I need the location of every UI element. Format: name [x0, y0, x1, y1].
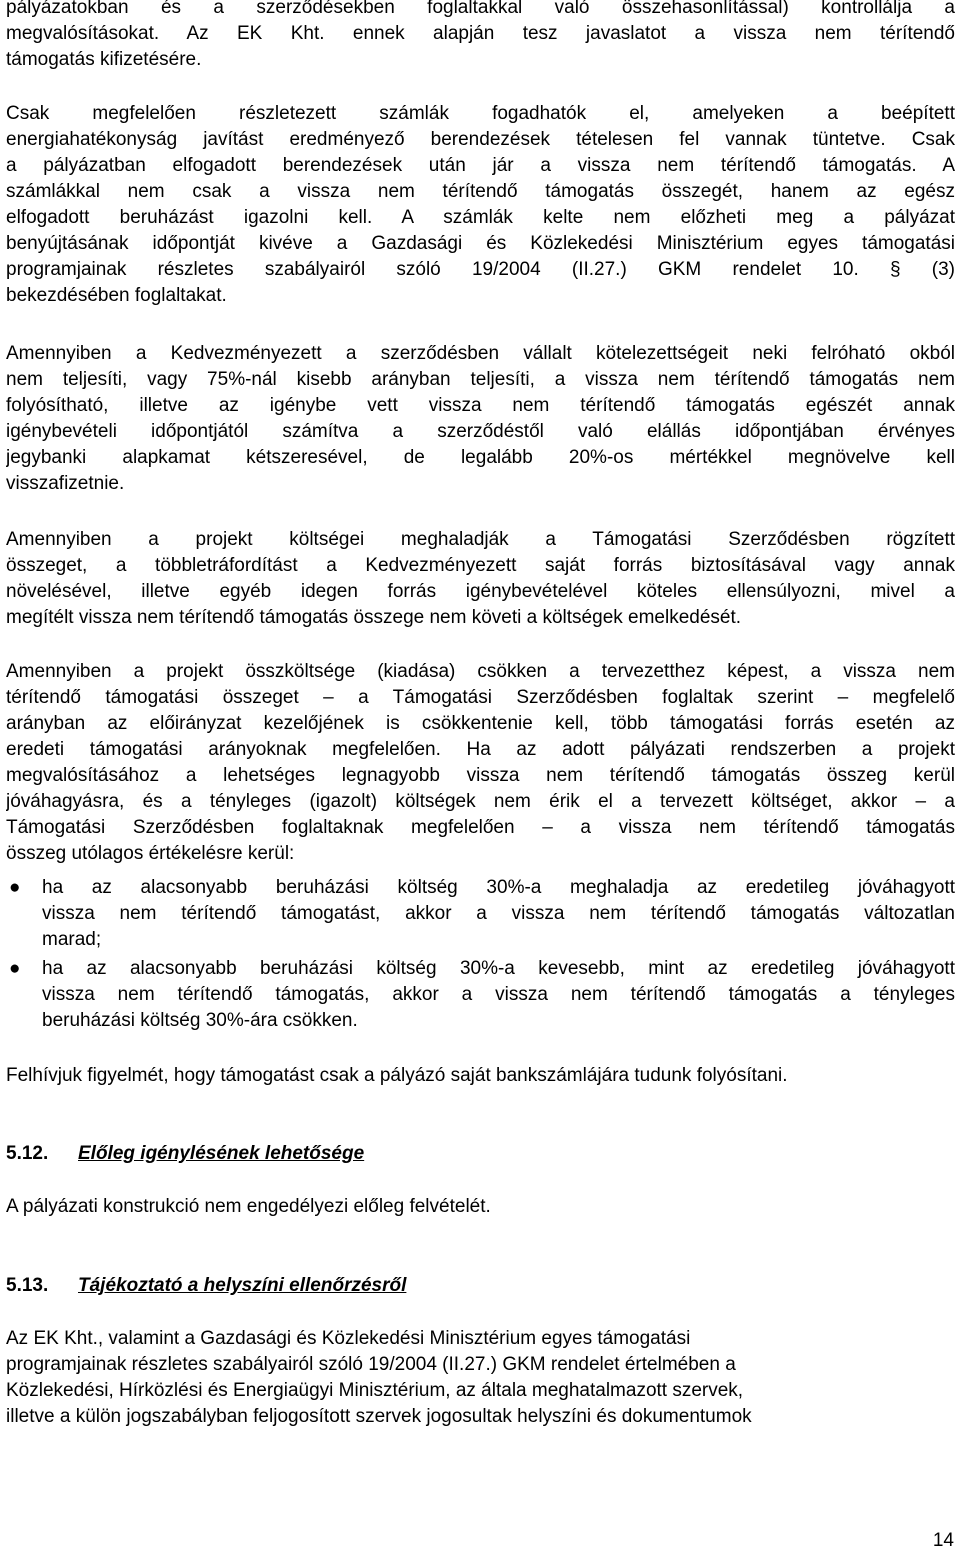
section-title: Tájékoztató a helyszíni ellenőrzésről	[78, 1275, 407, 1296]
text-line: jegybanki alapkamat kétszeresével, de legalább 20%-os mértékkel megnövelve kell	[6, 447, 955, 468]
text-line: megvalósításokat. Az EK Kht. ennek alapján tesz javaslatot a vissza nem térítendő	[6, 23, 955, 44]
text-line: számlákkal nem csak a vissza nem térítendő támogatás összegét, hanem az egész	[6, 181, 955, 202]
section-title: Előleg igénylésének lehetősége	[78, 1143, 365, 1164]
text-line: összeg utólagos értékelésre kerül:	[6, 843, 295, 864]
text-line: Amennyiben a projekt költségei meghaladják a Támogatási Szerződésben rögzített	[6, 529, 955, 550]
text-line: támogatás kifizetésére.	[6, 49, 202, 70]
text-line: programjainak részletes szabályairól szóló 19/2004 (II.27.) GKM rendelet 10. § (3)	[6, 259, 955, 280]
text-line: energiahatékonyság javítást eredményező berendezések tételesen fel vannak tüntetve. Csak	[6, 129, 955, 150]
text-line: Közlekedési, Hírközlési és Energiaügyi Minisztérium, az általa meghatalmazott szervek,	[6, 1380, 744, 1401]
text-line: arányban az előirányzat kezelőjének is csökkentenie kell, több támogatási forrás esetén az	[6, 713, 955, 734]
text-line: vissza nem térítendő támogatást, akkor a vissza nem térítendő támogatás változatlan	[42, 903, 955, 924]
text-line: visszafizetnie.	[6, 473, 125, 494]
section-number: 5.13.	[6, 1275, 49, 1296]
text-line: A pályázati konstrukció nem engedélyezi előleg felvételét.	[6, 1196, 491, 1217]
text-line: nem teljesíti, vagy 75%-nál kisebb arányban teljesíti, a vissza nem térítendő támogatás nem	[6, 369, 955, 390]
text-line: Amennyiben a projekt összköltsége (kiadása) csökken a tervezetthez képest, a vissza nem	[6, 661, 955, 682]
list-item	[6, 875, 955, 953]
section-heading-5-13	[6, 1273, 406, 1299]
text-line: ha az alacsonyabb beruházási költség 30%-a meghaladja az eredetileg jóváhagyott	[42, 877, 955, 898]
text-line: beruházási költség 30%-ára csökken.	[42, 1010, 358, 1031]
paragraph-invoices	[6, 101, 955, 309]
text-line: Támogatási Szerződésben foglaltaknak megfelelően – a vissza nem térítendő támogatás	[6, 817, 955, 838]
text-line: bekezdésében foglaltakat.	[6, 285, 227, 306]
text-line: Az EK Kht., valamint a Gazdasági és Közlekedési Minisztérium egyes támogatási	[6, 1328, 691, 1349]
text-line: Felhívjuk figyelmét, hogy támogatást csak a pályázó saját bankszámlájára tudunk folyósítani.	[6, 1065, 788, 1086]
list-item	[6, 956, 955, 1034]
paragraph-intro	[6, 0, 955, 73]
text-line: benyújtásának időpontját kivéve a Gazdasági és Közlekedési Minisztérium egyes támogatási	[6, 233, 955, 254]
text-line: folyósítható, illetve az igénybe vett vissza nem térítendő támogatás egészét annak	[6, 395, 955, 416]
text-line: növelésével, illetve egyéb idegen forrás igénybevételével köteles ellensúlyozni, mivel a	[6, 581, 955, 602]
text-line: Csak megfelelően részletezett számlák fogadhatók el, amelyeken a beépített	[6, 103, 955, 124]
text-line: pályázatokban és a szerződésekben foglaltakkal való összehasonlítással) kontrollálja a	[6, 0, 955, 18]
text-line: összeget, a többletráfordítást a Kedvezményezett saját forrás biztosításával vagy annak	[6, 555, 955, 576]
section-heading-5-12	[6, 1141, 364, 1167]
page-number: 14	[932, 1530, 954, 1551]
text-line: térítendő támogatási összeget – a Támogatási Szerződésben foglaltak szerint – megfelelő	[6, 687, 955, 708]
text-line: megvalósításához a lehetséges legnagyobb vissza nem térítendő támogatás összeg kerül	[6, 765, 955, 786]
paragraph-costs-exceed	[6, 527, 955, 631]
text-line: illetve a külön jogszabályban feljogosított szervek jogosultak helyszíni és dokumentumok	[6, 1406, 752, 1427]
text-line: Amennyiben a Kedvezményezett a szerződésben vállalt kötelezettségeit neki felróható okból	[6, 343, 955, 364]
paragraph-costs-decrease	[6, 659, 955, 867]
section-number: 5.12.	[6, 1143, 49, 1164]
text-line: eredeti támogatási arányoknak megfelelően. Ha az adott pályázati rendszerben a projekt	[6, 739, 955, 760]
bullet-icon: ●	[9, 877, 21, 898]
text-line: elfogadott beruházást igazolni kell. A számlák kelte nem előzheti meg a pályázat	[6, 207, 955, 228]
text-line: vissza nem térítendő támogatás, akkor a vissza nem térítendő támogatás a tényleges	[42, 984, 955, 1005]
text-line: programjainak részletes szabályairól szóló 19/2004 (II.27.) GKM rendelet értelmében a	[6, 1354, 736, 1375]
paragraph-onsite-check	[6, 1326, 955, 1430]
text-line: igénybevételi időpontjától számítva a szerződéstől való elállás időpontjában érvényes	[6, 421, 955, 442]
paragraph-bank-account	[6, 1063, 955, 1089]
paragraph-breach	[6, 341, 955, 497]
text-line: marad;	[42, 929, 102, 950]
text-line: jóváhagyásra, és a tényleges (igazolt) költségek nem érik el a tervezett költséget, akkor – a	[6, 791, 955, 812]
bullet-list	[6, 875, 955, 1034]
bullet-icon: ●	[9, 958, 21, 979]
text-line: megítélt vissza nem térítendő támogatás összege nem követi a költségek emelkedését.	[6, 607, 742, 628]
text-line: ha az alacsonyabb beruházási költség 30%-a kevesebb, mint az eredetileg jóváhagyott	[42, 958, 955, 979]
text-line: a pályázatban elfogadott berendezések után jár a vissza nem térítendő támogatás. A	[6, 155, 955, 176]
paragraph-advance	[6, 1194, 955, 1220]
